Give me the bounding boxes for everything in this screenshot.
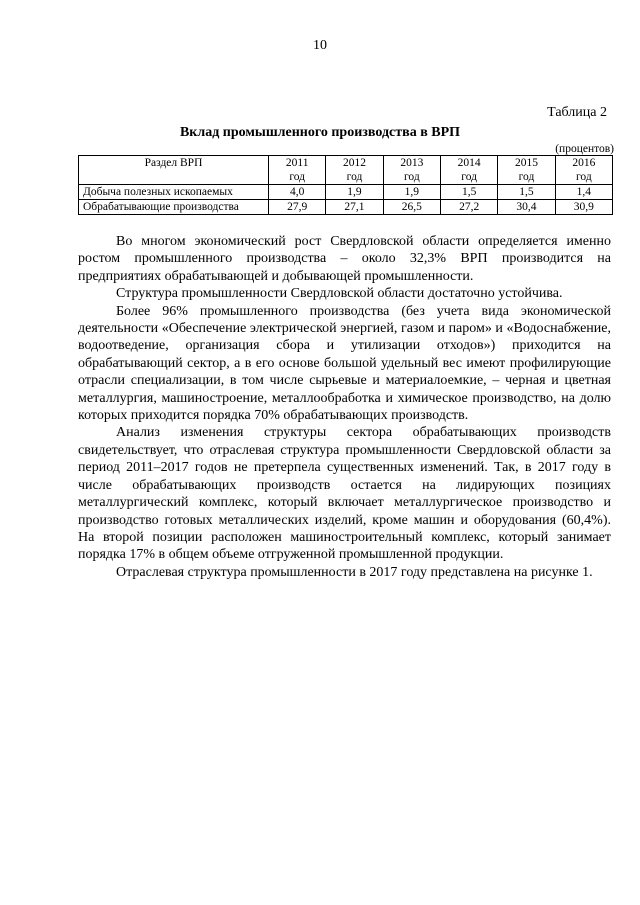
table-cell: 26,5 xyxy=(383,200,440,215)
vrp-contribution-table xyxy=(78,155,613,215)
year-label: 2016 xyxy=(572,157,596,169)
year-suffix: год xyxy=(403,171,420,183)
paragraph: Во многом экономический рост Свердловской области определяется именно ростом промышленного производства – около 32,3% ВРП производится на предприятиях обрабатывающей и добывающей промышленности. xyxy=(78,234,611,284)
table-cell: 4,0 xyxy=(269,185,326,200)
column-header-2016 xyxy=(555,156,612,185)
column-header-2013 xyxy=(383,156,440,185)
table-cell: 1,5 xyxy=(498,185,555,200)
year-suffix: год xyxy=(461,171,477,183)
table-cell: 1,4 xyxy=(555,185,612,200)
year-label: 2015 xyxy=(514,157,538,169)
table-cell: 1,9 xyxy=(383,185,440,200)
paragraph: Структура промышленности Свердловской области достаточно устойчива. xyxy=(116,286,563,302)
table-caption: Таблица 2 xyxy=(547,105,607,120)
paragraph: Анализ изменения структуры сектора обрабатывающих производств свидетельствует, что отраслевая структура промышленности Свердловской области за период 2011–2017 годов не претерпела существенных изменений. Так, в 2017 году в числе обрабатывающих производств остается на лидирующих позициях металлургический комплекс, который включает металлургическое производство и производство готовых металлических изделий, кроме машин и оборудования (60,4%). На второй позиции расположен машиностроительный комплекс, который занимает порядка 17% в общем объеме отгруженной промышленной продукции. xyxy=(78,425,611,563)
table-cell: 27,2 xyxy=(440,200,497,215)
row-label: Обрабатывающие производства xyxy=(79,200,269,215)
year-suffix: год xyxy=(575,171,592,183)
table-cell: 27,9 xyxy=(269,200,326,215)
table-cell: 30,9 xyxy=(555,200,612,215)
column-header-2014 xyxy=(440,156,497,185)
year-suffix: год xyxy=(346,171,363,183)
year-suffix: год xyxy=(289,171,306,183)
column-header-2015 xyxy=(498,156,555,185)
body-text xyxy=(78,233,611,581)
table-cell: 27,1 xyxy=(326,200,383,215)
row-label: Добыча полезных ископаемых xyxy=(79,185,269,200)
year-label: 2014 xyxy=(457,157,481,169)
table-row xyxy=(79,185,613,200)
paragraph: Отраслевая структура промышленности в 2017 году представлена на рисунке 1. xyxy=(116,564,593,580)
column-header-2011 xyxy=(269,156,326,185)
table-cell: 30,4 xyxy=(498,200,555,215)
year-label: 2013 xyxy=(400,157,424,169)
paragraph: Более 96% промышленного производства (без учета вида экономической деятельности «Обеспечение электрической энергией, газом и паром» и «Водоснабжение, водоотведение, организация сбора и утилизации отходов») приходится на обрабатывающий сектор, а в его основе большой удельный вес имеют профилирующие отрасли специализации, в том числе сырьевые и материалоемкие, – черная и цветная металлургия, машиностроение, металлообработка и химическое производство, на долю которых приходится порядка 70% обрабатывающих производств. xyxy=(78,303,611,424)
table-header-row xyxy=(79,156,613,185)
year-label: 2011 xyxy=(285,157,309,169)
year-suffix: год xyxy=(518,171,535,183)
table-row xyxy=(79,200,613,215)
table-title: Вклад промышленного производства в ВРП xyxy=(179,125,461,140)
year-label: 2012 xyxy=(342,157,366,169)
page-number: 10 xyxy=(313,38,327,53)
column-header-section: Раздел ВРП xyxy=(79,156,269,185)
column-header-2012 xyxy=(326,156,383,185)
table-cell: 1,9 xyxy=(326,185,383,200)
table-cell: 1,5 xyxy=(440,185,497,200)
table-units: (процентов) xyxy=(555,143,614,155)
